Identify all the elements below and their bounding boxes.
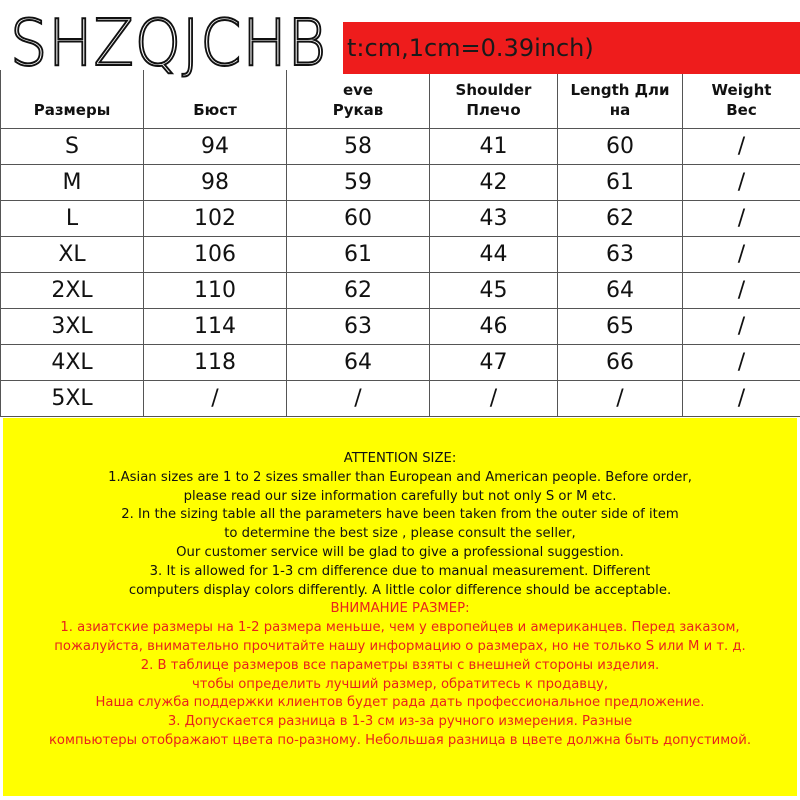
- cell-length: 60: [558, 128, 683, 164]
- cell-length: 65: [558, 308, 683, 344]
- cell-bust: 118: [144, 344, 287, 380]
- cell-shoulder: 41: [430, 128, 558, 164]
- size-chart-table: [0, 70, 800, 417]
- notice-line: ATTENTION SIZE:: [343, 451, 457, 466]
- attention-notice: [3, 418, 797, 796]
- table-row: [1, 272, 800, 308]
- header-ru: Размеры: [33, 101, 111, 119]
- header-cell-length: [558, 70, 683, 128]
- table-row: [1, 380, 800, 416]
- header-cell-weight: [683, 70, 800, 128]
- cell-weight: /: [683, 308, 800, 344]
- header-ru: Плечо: [466, 101, 521, 119]
- cell-shoulder: 44: [430, 236, 558, 272]
- notice-line: ВНИМАНИЕ РАЗМЕР:: [330, 601, 470, 617]
- cell-shoulder: 47: [430, 344, 558, 380]
- cell-shoulder: /: [430, 380, 558, 416]
- cell-bust: 98: [144, 164, 287, 200]
- cell-size: 3XL: [1, 308, 144, 344]
- cell-size: XL: [1, 236, 144, 272]
- notice-line: 2. In the sizing table all the parameters have been taken from the outer side of item: [121, 507, 679, 523]
- cell-bust: 114: [144, 308, 287, 344]
- notice-russian: [3, 600, 797, 750]
- cell-bust: /: [144, 380, 287, 416]
- cell-weight: /: [683, 128, 800, 164]
- notice-line: to determine the best size , please consult the seller,: [224, 526, 576, 542]
- units-banner-text: t:cm,1cm=0.39inch): [347, 34, 594, 62]
- cell-length: 62: [558, 200, 683, 236]
- cell-size: 4XL: [1, 344, 144, 380]
- cell-size: S: [1, 128, 144, 164]
- cell-sleeve: /: [287, 380, 430, 416]
- cell-length: /: [558, 380, 683, 416]
- table-row: [1, 344, 800, 380]
- cell-size: M: [1, 164, 144, 200]
- cell-bust: 102: [144, 200, 287, 236]
- header-ru: Вес: [726, 101, 757, 119]
- notice-line: Наша служба поддержки клиентов будет рада дать профессиональное предложение.: [95, 695, 705, 711]
- header-en: eve: [342, 81, 374, 99]
- cell-sleeve: 58: [287, 128, 430, 164]
- cell-bust: 110: [144, 272, 287, 308]
- cell-length: 63: [558, 236, 683, 272]
- cell-bust: 94: [144, 128, 287, 164]
- header-en: Shoulder: [455, 81, 532, 99]
- cell-sleeve: 62: [287, 272, 430, 308]
- notice-line: 3. It is allowed for 1-3 cm difference due to manual measurement. Different: [149, 563, 651, 579]
- cell-sleeve: 61: [287, 236, 430, 272]
- cell-size: 5XL: [1, 380, 144, 416]
- notice-line: 1. азиатские размеры на 1-2 размера меньше, чем у европейцев и американцев. Перед заказом,: [60, 620, 740, 636]
- cell-weight: /: [683, 164, 800, 200]
- cell-shoulder: 45: [430, 272, 558, 308]
- brand-logo: SHZQJCHB: [10, 7, 327, 81]
- cell-shoulder: 46: [430, 308, 558, 344]
- notice-english: [3, 450, 797, 600]
- notice-line: пожалуйста, внимательно прочитайте нашу информацию о размерах, но не только S или M и т. д.: [54, 638, 746, 654]
- table-row: [1, 200, 800, 236]
- notice-line: computers display colors differently. A little color difference should be acceptable.: [128, 582, 672, 598]
- notice-line: компьютеры отображают цвета по-разному. Небольшая разница в цвете должна быть допустимой.: [48, 732, 752, 748]
- header-en: Length Дли: [570, 81, 670, 99]
- table-row: [1, 128, 800, 164]
- notice-line: 1.Asian sizes are 1 to 2 sizes smaller than European and American people. Before order,: [108, 469, 692, 485]
- cell-size: 2XL: [1, 272, 144, 308]
- notice-line: please read our size information carefully but not only S or M etc.: [183, 488, 617, 504]
- header-ru: Бюст: [193, 101, 237, 119]
- cell-weight: /: [683, 200, 800, 236]
- header-ru: Рукав: [332, 101, 384, 119]
- notice-line: 2. В таблице размеров все параметры взяты с внешней стороны изделия.: [140, 657, 660, 673]
- cell-weight: /: [683, 272, 800, 308]
- cell-weight: /: [683, 380, 800, 416]
- header-cell-shoulder: [430, 70, 558, 128]
- cell-size: L: [1, 200, 144, 236]
- units-banner: [343, 22, 800, 74]
- cell-sleeve: 64: [287, 344, 430, 380]
- header-ru: на: [609, 101, 631, 119]
- notice-line: 3. Допускается разница в 1-3 см из-за ручного измерения. Разные: [167, 714, 633, 730]
- cell-sleeve: 60: [287, 200, 430, 236]
- notice-line: чтобы определить лучший размер, обратитесь к продавцу,: [191, 676, 609, 692]
- header-en: Weight: [711, 81, 772, 99]
- table-row: [1, 236, 800, 272]
- cell-shoulder: 42: [430, 164, 558, 200]
- cell-length: 64: [558, 272, 683, 308]
- notice-line: Our customer service will be glad to give a professional suggestion.: [176, 544, 624, 560]
- cell-sleeve: 63: [287, 308, 430, 344]
- cell-weight: /: [683, 236, 800, 272]
- cell-shoulder: 43: [430, 200, 558, 236]
- cell-length: 66: [558, 344, 683, 380]
- cell-bust: 106: [144, 236, 287, 272]
- cell-weight: /: [683, 344, 800, 380]
- table-row: [1, 308, 800, 344]
- cell-length: 61: [558, 164, 683, 200]
- table-row: [1, 164, 800, 200]
- cell-sleeve: 59: [287, 164, 430, 200]
